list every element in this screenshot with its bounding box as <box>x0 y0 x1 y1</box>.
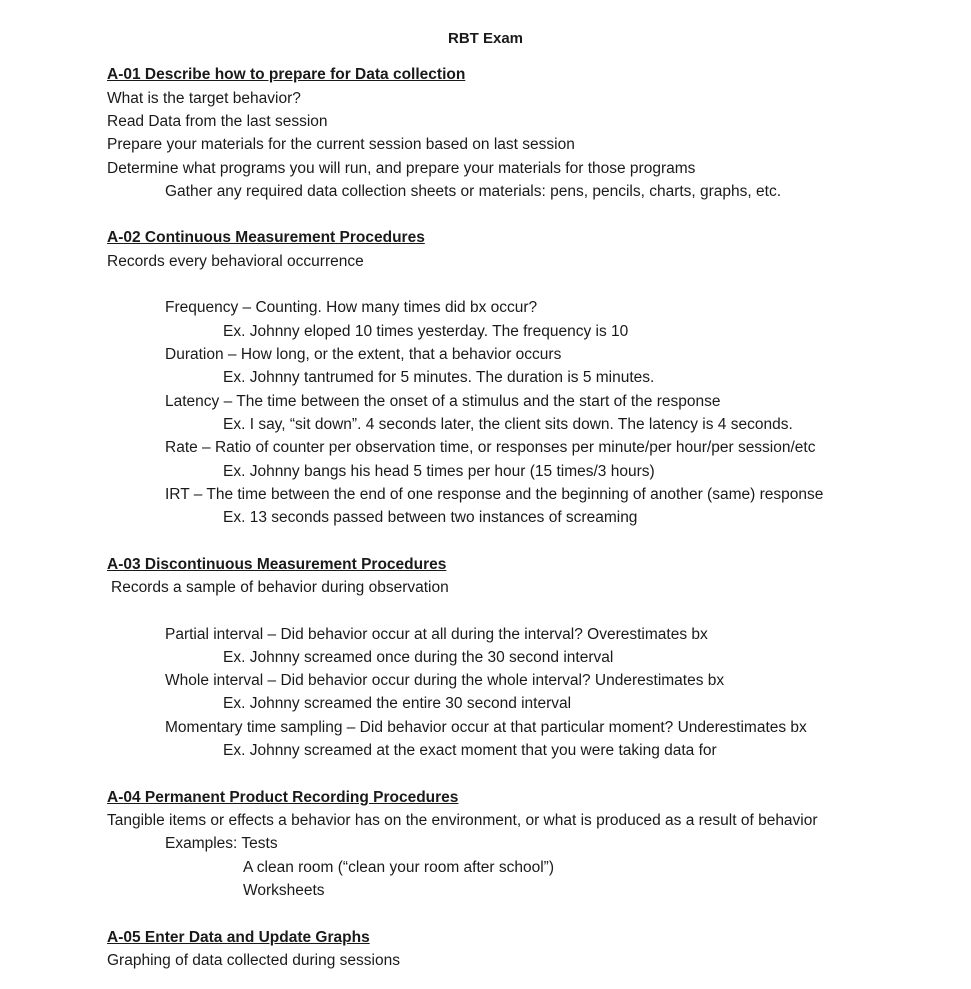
a04-example-item: A clean room (“clean your room after school”) <box>243 859 554 876</box>
a02-term: IRT – The time between the end of one response and the beginning of another (same) response <box>165 486 824 503</box>
section-heading-a02: A-02 Continuous Measurement Procedures <box>107 229 425 246</box>
document-title: RBT Exam <box>447 30 524 47</box>
section-heading-a05: A-05 Enter Data and Update Graphs <box>107 929 370 946</box>
a02-term: Rate – Ratio of counter per observation time, or responses per minute/per hour/per session/etc <box>165 439 816 456</box>
a03-term: Whole interval – Did behavior occur during the whole interval? Underestimates bx <box>165 672 725 689</box>
a04-intro: Tangible items or effects a behavior has on the environment, or what is produced as a result of behavior <box>107 812 818 829</box>
a02-example: Ex. I say, “sit down”. 4 seconds later, the client sits down. The latency is 4 seconds. <box>223 416 793 433</box>
a03-example: Ex. Johnny screamed once during the 30 second interval <box>223 649 614 666</box>
a02-example: Ex. Johnny eloped 10 times yesterday. The frequency is 10 <box>223 323 629 340</box>
a01-line: Prepare your materials for the current session based on last session <box>107 136 575 153</box>
a03-intro: Records a sample of behavior during observation <box>111 579 449 596</box>
a02-term: Latency – The time between the onset of a stimulus and the start of the response <box>165 393 721 410</box>
a04-examples-line: Examples: Tests <box>165 835 278 852</box>
a02-intro: Records every behavioral occurrence <box>107 253 364 270</box>
a03-term: Momentary time sampling – Did behavior occur at that particular moment? Underestimates bx <box>165 719 807 736</box>
a01-line: Read Data from the last session <box>107 113 328 130</box>
section-heading-a01: A-01 Describe how to prepare for Data collection <box>107 66 466 83</box>
a02-example: Ex. Johnny tantrumed for 5 minutes. The duration is 5 minutes. <box>223 369 655 386</box>
section-heading-a04: A-04 Permanent Product Recording Procedures <box>107 789 459 806</box>
a02-example: Ex. 13 seconds passed between two instances of screaming <box>223 509 638 526</box>
a05-intro: Graphing of data collected during sessions <box>107 952 400 969</box>
a01-line: Determine what programs you will run, and prepare your materials for those programs <box>107 160 696 177</box>
a03-example: Ex. Johnny screamed the entire 30 second interval <box>223 695 572 712</box>
a02-term: Duration – How long, or the extent, that a behavior occurs <box>165 346 562 363</box>
a02-example: Ex. Johnny bangs his head 5 times per hour (15 times/3 hours) <box>223 463 655 480</box>
a04-example-item: Worksheets <box>243 882 325 899</box>
a03-term: Partial interval – Did behavior occur at all during the interval? Overestimates bx <box>165 626 708 643</box>
a03-example: Ex. Johnny screamed at the exact moment that you were taking data for <box>223 742 717 759</box>
a01-line: What is the target behavior? <box>107 90 301 107</box>
a01-line-indented: Gather any required data collection sheets or materials: pens, pencils, charts, graphs, etc. <box>165 183 782 200</box>
a02-term: Frequency – Counting. How many times did bx occur? <box>165 299 538 316</box>
section-heading-a03: A-03 Discontinuous Measurement Procedures <box>107 556 447 573</box>
